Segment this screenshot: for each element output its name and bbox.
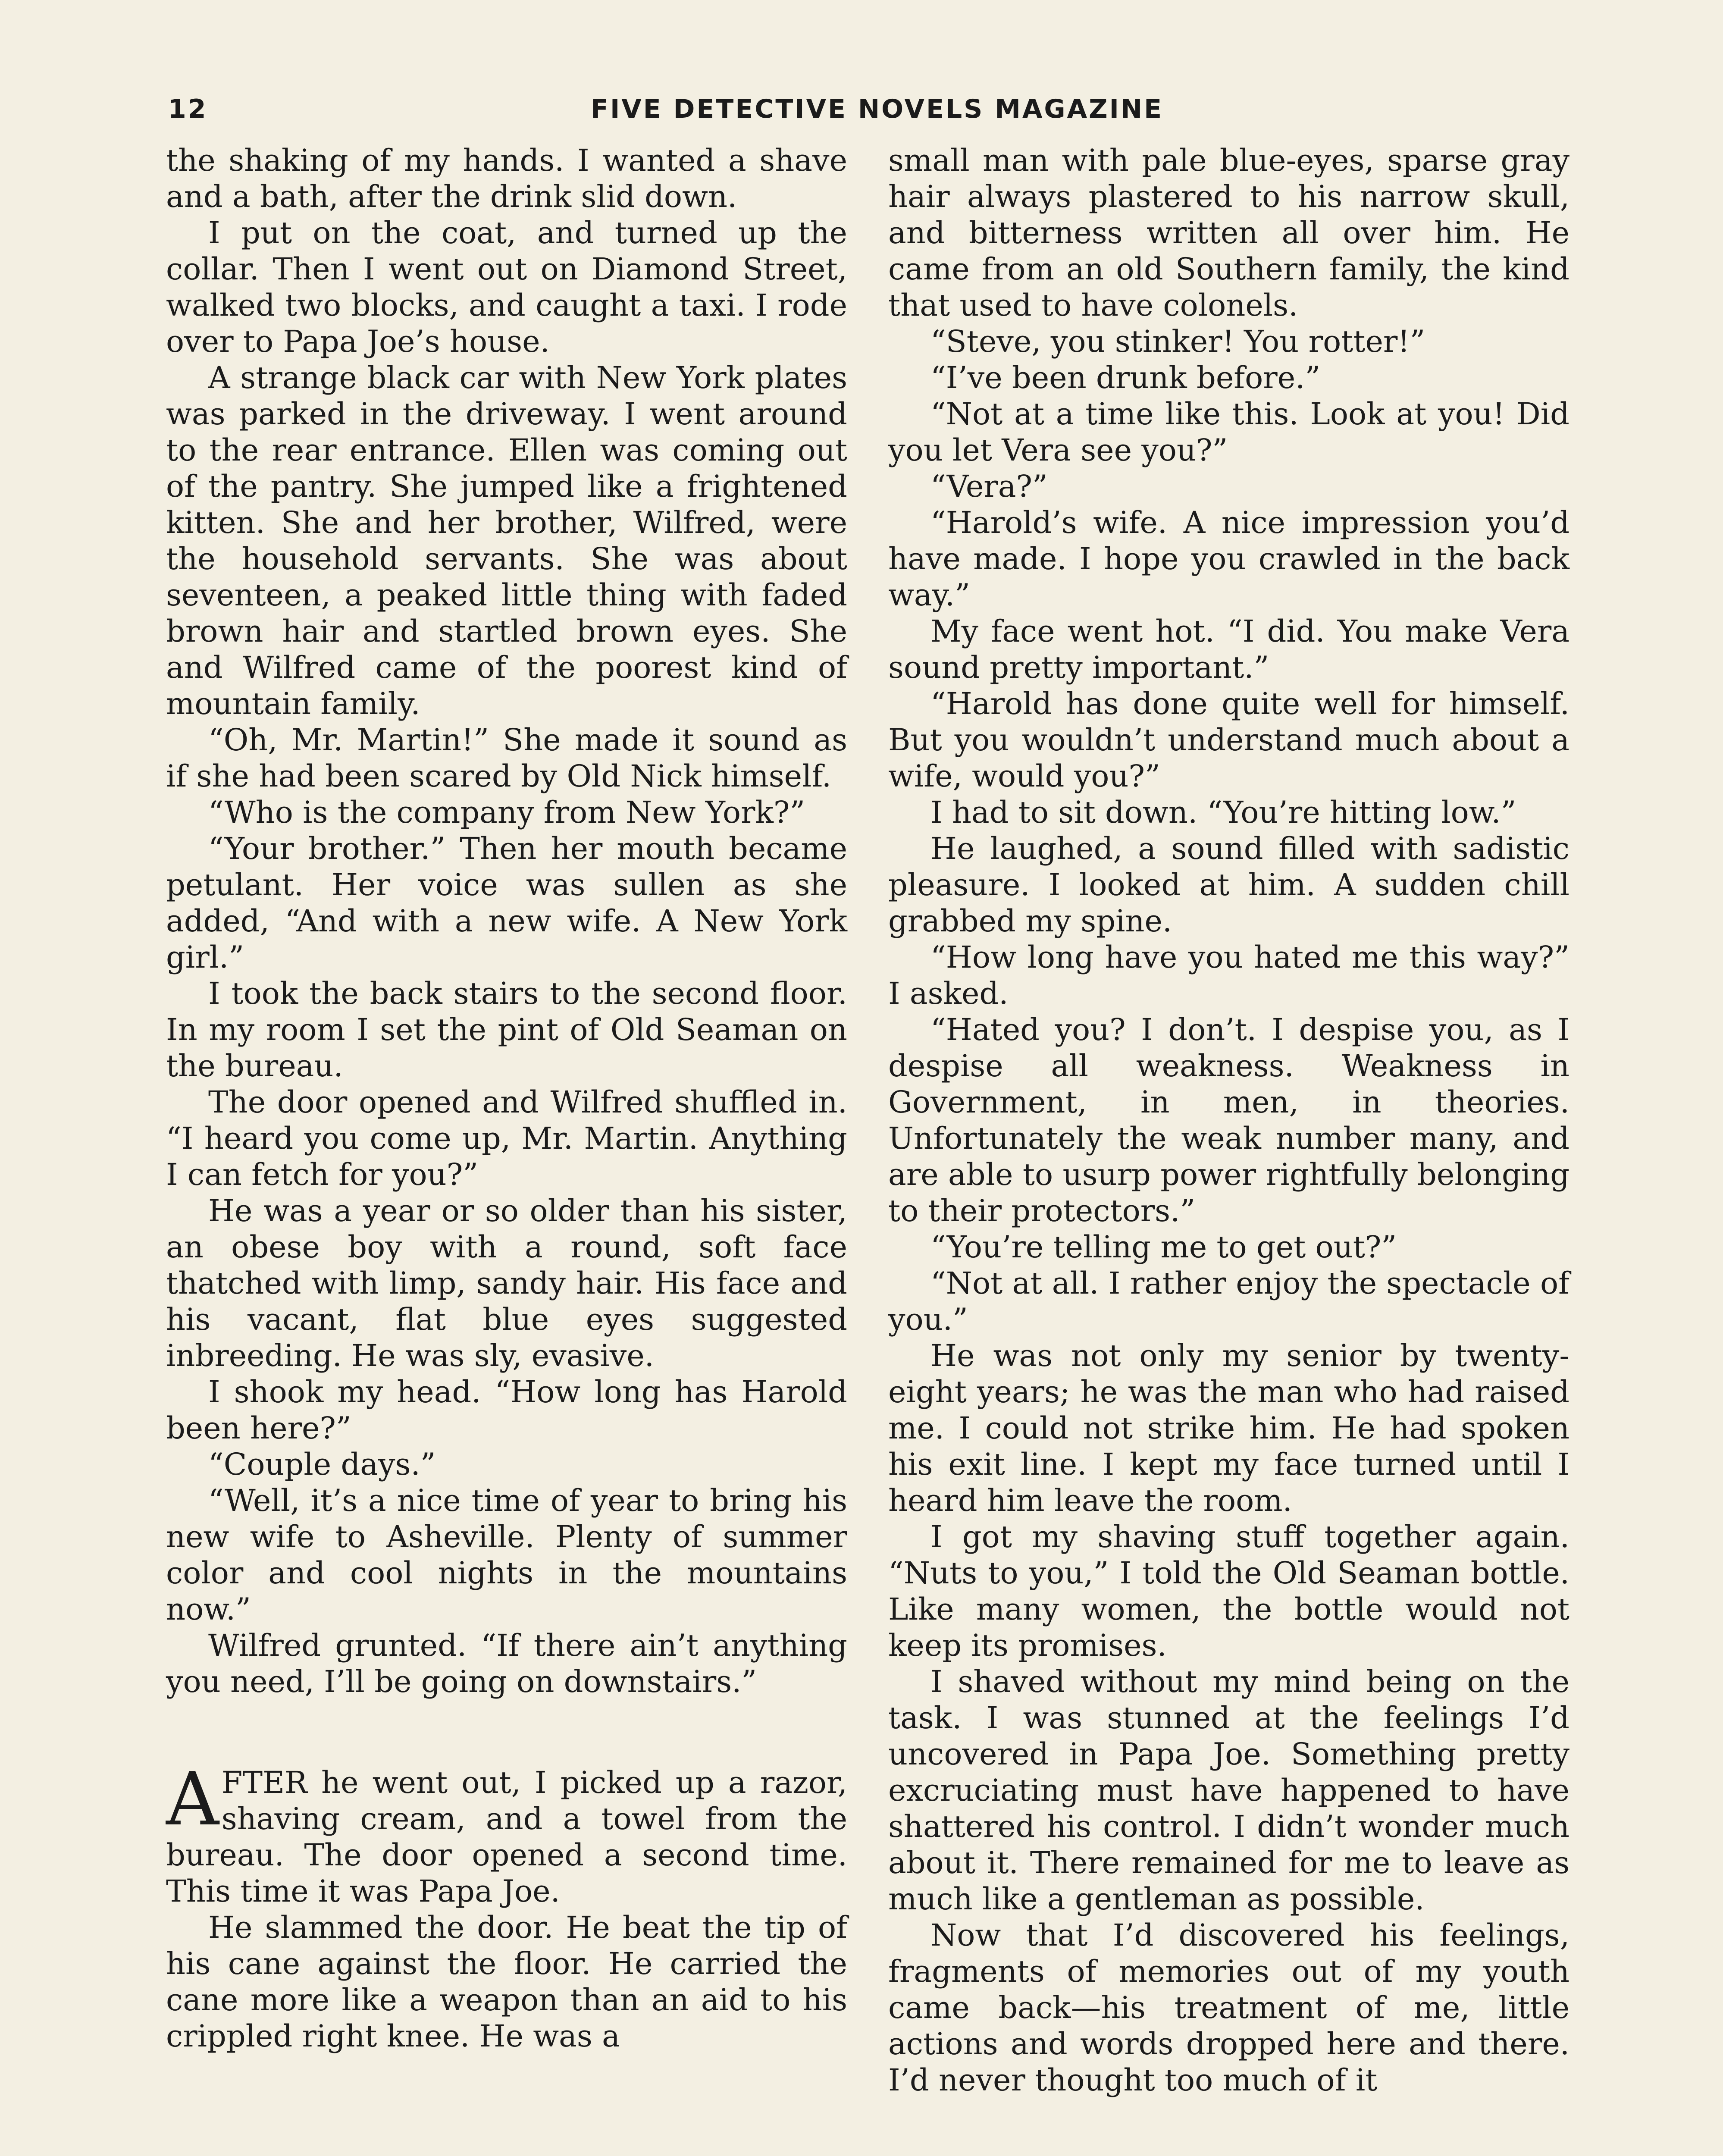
paragraph: “Your brother.” Then her mouth became petulant. Her voice was sullen as she added, “And with a new wife. A New York girl.” (166, 831, 847, 975)
drop-cap-paragraph (166, 1757, 847, 1909)
paragraph: “Not at all. I rather enjoy the spectacle of you.” (888, 1266, 1569, 1337)
paragraph: A strange black car with New York plates was parked in the driveway. I went around to the rear entrance. Ellen was coming out of the pantry. She jumped like a frightened kitten. She and her brother, Wilfred, were the household servants. She was about seventeen, a peaked little thing with faded brown hair and startled brown eyes. She and Wilfred came of the poorest kind of mountain family. (166, 360, 847, 721)
paragraph: “Who is the company from New York?” (208, 795, 805, 830)
paragraph: The door opened and Wilfred shuffled in. “I heard you come up, Mr. Martin. Anything I can fetch for you?” (166, 1084, 847, 1192)
paragraph: “Not at a time like this. Look at you! Did you let Vera see you?” (888, 396, 1569, 468)
drop-cap-text: FTER he went out, I picked up a razor, shaving cream, and a towel from the bureau. The door opened a second time. This time it was Papa Joe. (166, 1765, 847, 1909)
paragraph: I had to sit down. “You’re hitting low.” (930, 795, 1516, 830)
left-column (166, 142, 847, 2054)
paragraph: small man with pale blue-eyes, sparse gray hair always plastered to his narrow skull, and bitterness written all over him. He came from an old Southern family, the kind that used to have colonels. (888, 143, 1569, 323)
paragraph: I shaved without my mind being on the task. I was stunned at the feelings I’d uncovered in Papa Joe. Something pretty excruciating must have happened to have shattered his control. I didn’t wonder much about it. There remained for me to leave as much like a gentleman as possible. (888, 1664, 1569, 1917)
paragraph: He laughed, a sound filled with sadistic pleasure. I looked at him. A sudden chill grabbed my spine. (888, 831, 1569, 939)
paragraph: “I’ve been drunk before.” (930, 360, 1321, 395)
paragraph: “Oh, Mr. Martin!” She made it sound as if she had been scared by Old Nick himself. (166, 722, 847, 794)
paragraph: “How long have you hated me this way?” I asked. (888, 940, 1569, 1011)
paragraph: “Couple days.” (208, 1447, 436, 1482)
paragraph: “Harold has done quite well for himself. But you wouldn’t understand much about a wife, would you?” (888, 686, 1569, 794)
paragraph: “You’re telling me to get out?” (930, 1229, 1397, 1265)
magazine-title: FIVE DETECTIVE NOVELS MAGAZINE (591, 94, 1164, 124)
paragraph: My face went hot. “I did. You make Vera sound pretty important.” (888, 614, 1569, 685)
paragraph: “Vera?” (930, 469, 1048, 504)
paragraph: He slammed the door. He beat the tip of his cane against the floor. He carried the cane more like a weapon than an aid to his crippled right knee. He was a (166, 1910, 847, 2054)
paragraph: I took the back stairs to the second floor. In my room I set the pint of Old Seaman on the bureau. (166, 976, 847, 1084)
paragraph: “Well, it’s a nice time of year to bring his new wife to Asheville. Plenty of summer color and cool nights in the mountains now.” (166, 1483, 847, 1627)
paragraph: the shaking of my hands. I wanted a shave and a bath, after the drink slid down. (166, 143, 847, 214)
paragraph: “Hated you? I don’t. I despise you, as I despise all weakness. Weakness in Government, in men, in theories. Unfortunately the weak number many, and are able to usurp power rightfully belonging to their protectors.” (888, 1012, 1569, 1228)
paragraph: Wilfred grunted. “If there ain’t anything you need, I’ll be going on downstairs.” (166, 1628, 847, 1699)
paragraph: “Steve, you stinker! You rotter!” (930, 324, 1425, 359)
paragraph: I put on the coat, and turned up the collar. Then I went out on Diamond Street, walked two blocks, and caught a taxi. I rode over to Papa Joe’s house. (166, 215, 847, 359)
paragraph: Now that I’d discovered his feelings, fragments of memories out of my youth came back—his treatment of me, little actions and words dropped here and there. I’d never thought too much of it (888, 1918, 1569, 2098)
paragraph: I got my shaving stuff together again. “Nuts to you,” I told the Old Seaman bottle. Like many women, the bottle would not keep its promises. (888, 1519, 1569, 1663)
drop-cap-initial: A (166, 1757, 219, 1842)
paragraph: I shook my head. “How long has Harold been here?” (166, 1374, 847, 1446)
running-header (168, 94, 1569, 137)
page-number: 12 (168, 94, 208, 124)
paragraph: He was not only my senior by twenty-eight years; he was the man who had raised me. I could not strike him. He had spoken his exit line. I kept my face turned until I heard him leave the room. (888, 1338, 1569, 1518)
paragraph: “Harold’s wife. A nice impression you’d have made. I hope you crawled in the back way.” (888, 505, 1569, 613)
paragraph: He was a year or so older than his sister, an obese boy with a round, soft face thatched with limp, sandy hair. His face and his vacant, flat blue eyes suggested inbreeding. He was sly, evasive. (166, 1193, 847, 1373)
right-column (888, 142, 1569, 2098)
